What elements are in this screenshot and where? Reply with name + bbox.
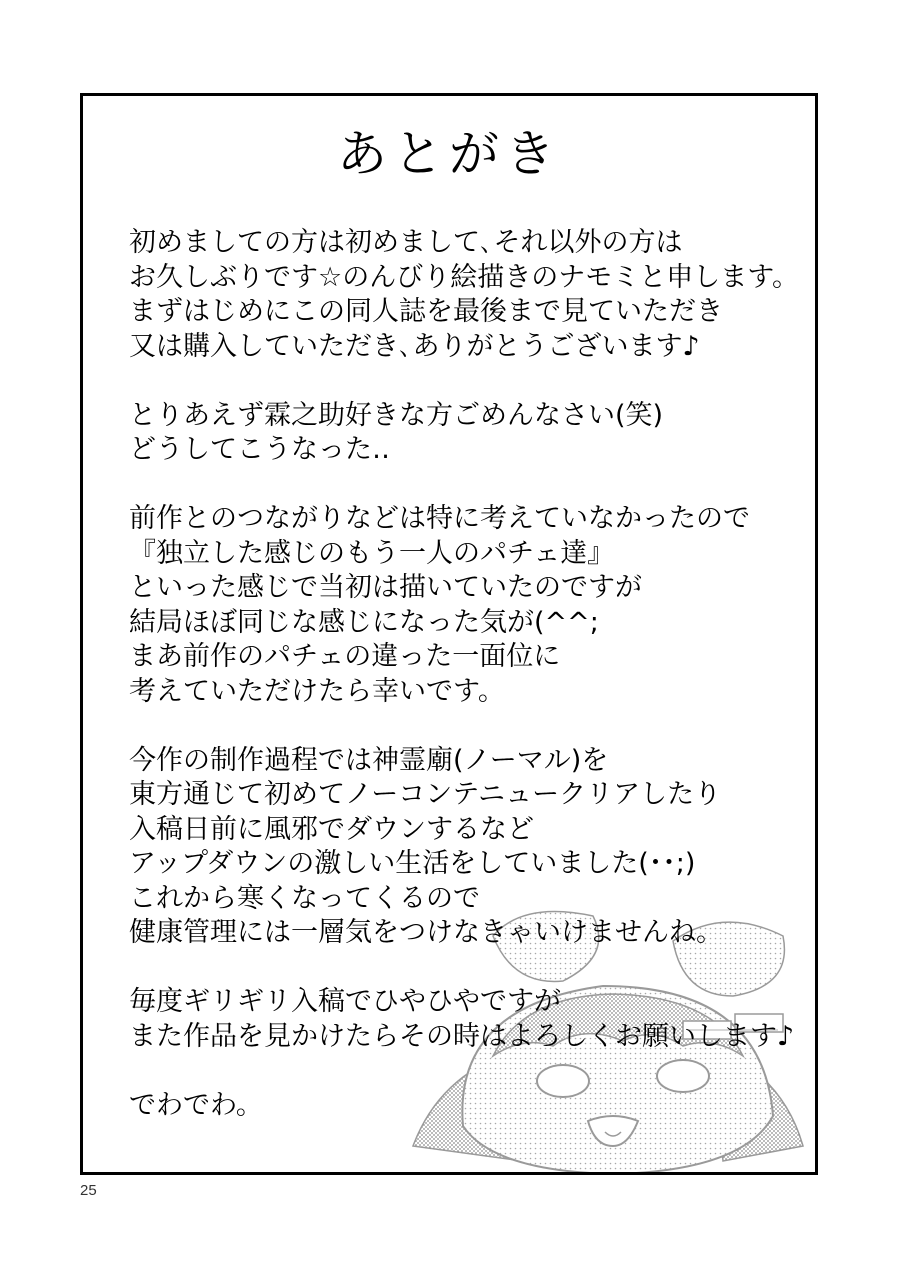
paragraph-apology: [129, 399, 789, 468]
text-line: まずはじめにこの同人誌を最後まで見ていただき: [129, 296, 723, 327]
text-line: また作品を見かけたらその時はよろしくお願いします♪: [129, 1020, 795, 1052]
text-line: 又は購入していただき､ありがとうございます♪: [129, 330, 700, 362]
text-line: でわでわ。: [129, 1089, 263, 1121]
text-line: どうしてこうなった‥: [129, 434, 391, 465]
page-number: 25: [80, 1182, 97, 1199]
text-line: 東方通じて初めてノーコンテニュークリアしたり: [129, 779, 722, 810]
text-line: お久しぶりです☆のんびり絵描きのナモミと申します。: [129, 261, 800, 293]
text-line: アップダウンの激しい生活をしていました(･･;): [129, 848, 696, 879]
text-line: 今作の制作過程では神霊廟(ノーマル)を: [129, 744, 609, 776]
text-line: 健康管理には一層気をつけなきゃいけませんね。: [129, 917, 723, 948]
paragraph-greeting: [129, 226, 800, 364]
text-line: これから寒くなってくるので: [129, 882, 480, 914]
text-line: 前作とのつながりなどは特に考えていなかったので: [129, 503, 750, 534]
afterword-frame: [80, 93, 818, 1175]
text-line: 考えていただけたら幸いです。: [129, 675, 505, 707]
text-line: 毎度ギリギリ入稿でひやひやですが: [129, 986, 561, 1017]
text-line: 初めましての方は初めまして､それ以外の方は: [129, 227, 683, 258]
text-line: といった感じで当初は描いていたのですが: [129, 572, 642, 603]
paragraph-previous-work: [129, 502, 789, 709]
text-line: 『独立した感じのもう一人のパチェ達』: [129, 537, 615, 569]
paragraph-production: [129, 744, 789, 951]
text-line: まあ前作のパチェの違った一面位に: [129, 641, 561, 672]
paragraph-signoff: [129, 1089, 789, 1124]
paragraph-closing: [129, 985, 795, 1054]
text-line: 入稿日前に風邪でダウンするなど: [129, 813, 534, 845]
text-line: とりあえず霖之助好きな方ごめんなさい(笑): [129, 399, 664, 431]
text-line: 結局ほぼ同じな感じになった気が(^^;: [129, 606, 599, 638]
afterword-body: [129, 226, 800, 1158]
page-title: あとがき: [337, 125, 561, 183]
